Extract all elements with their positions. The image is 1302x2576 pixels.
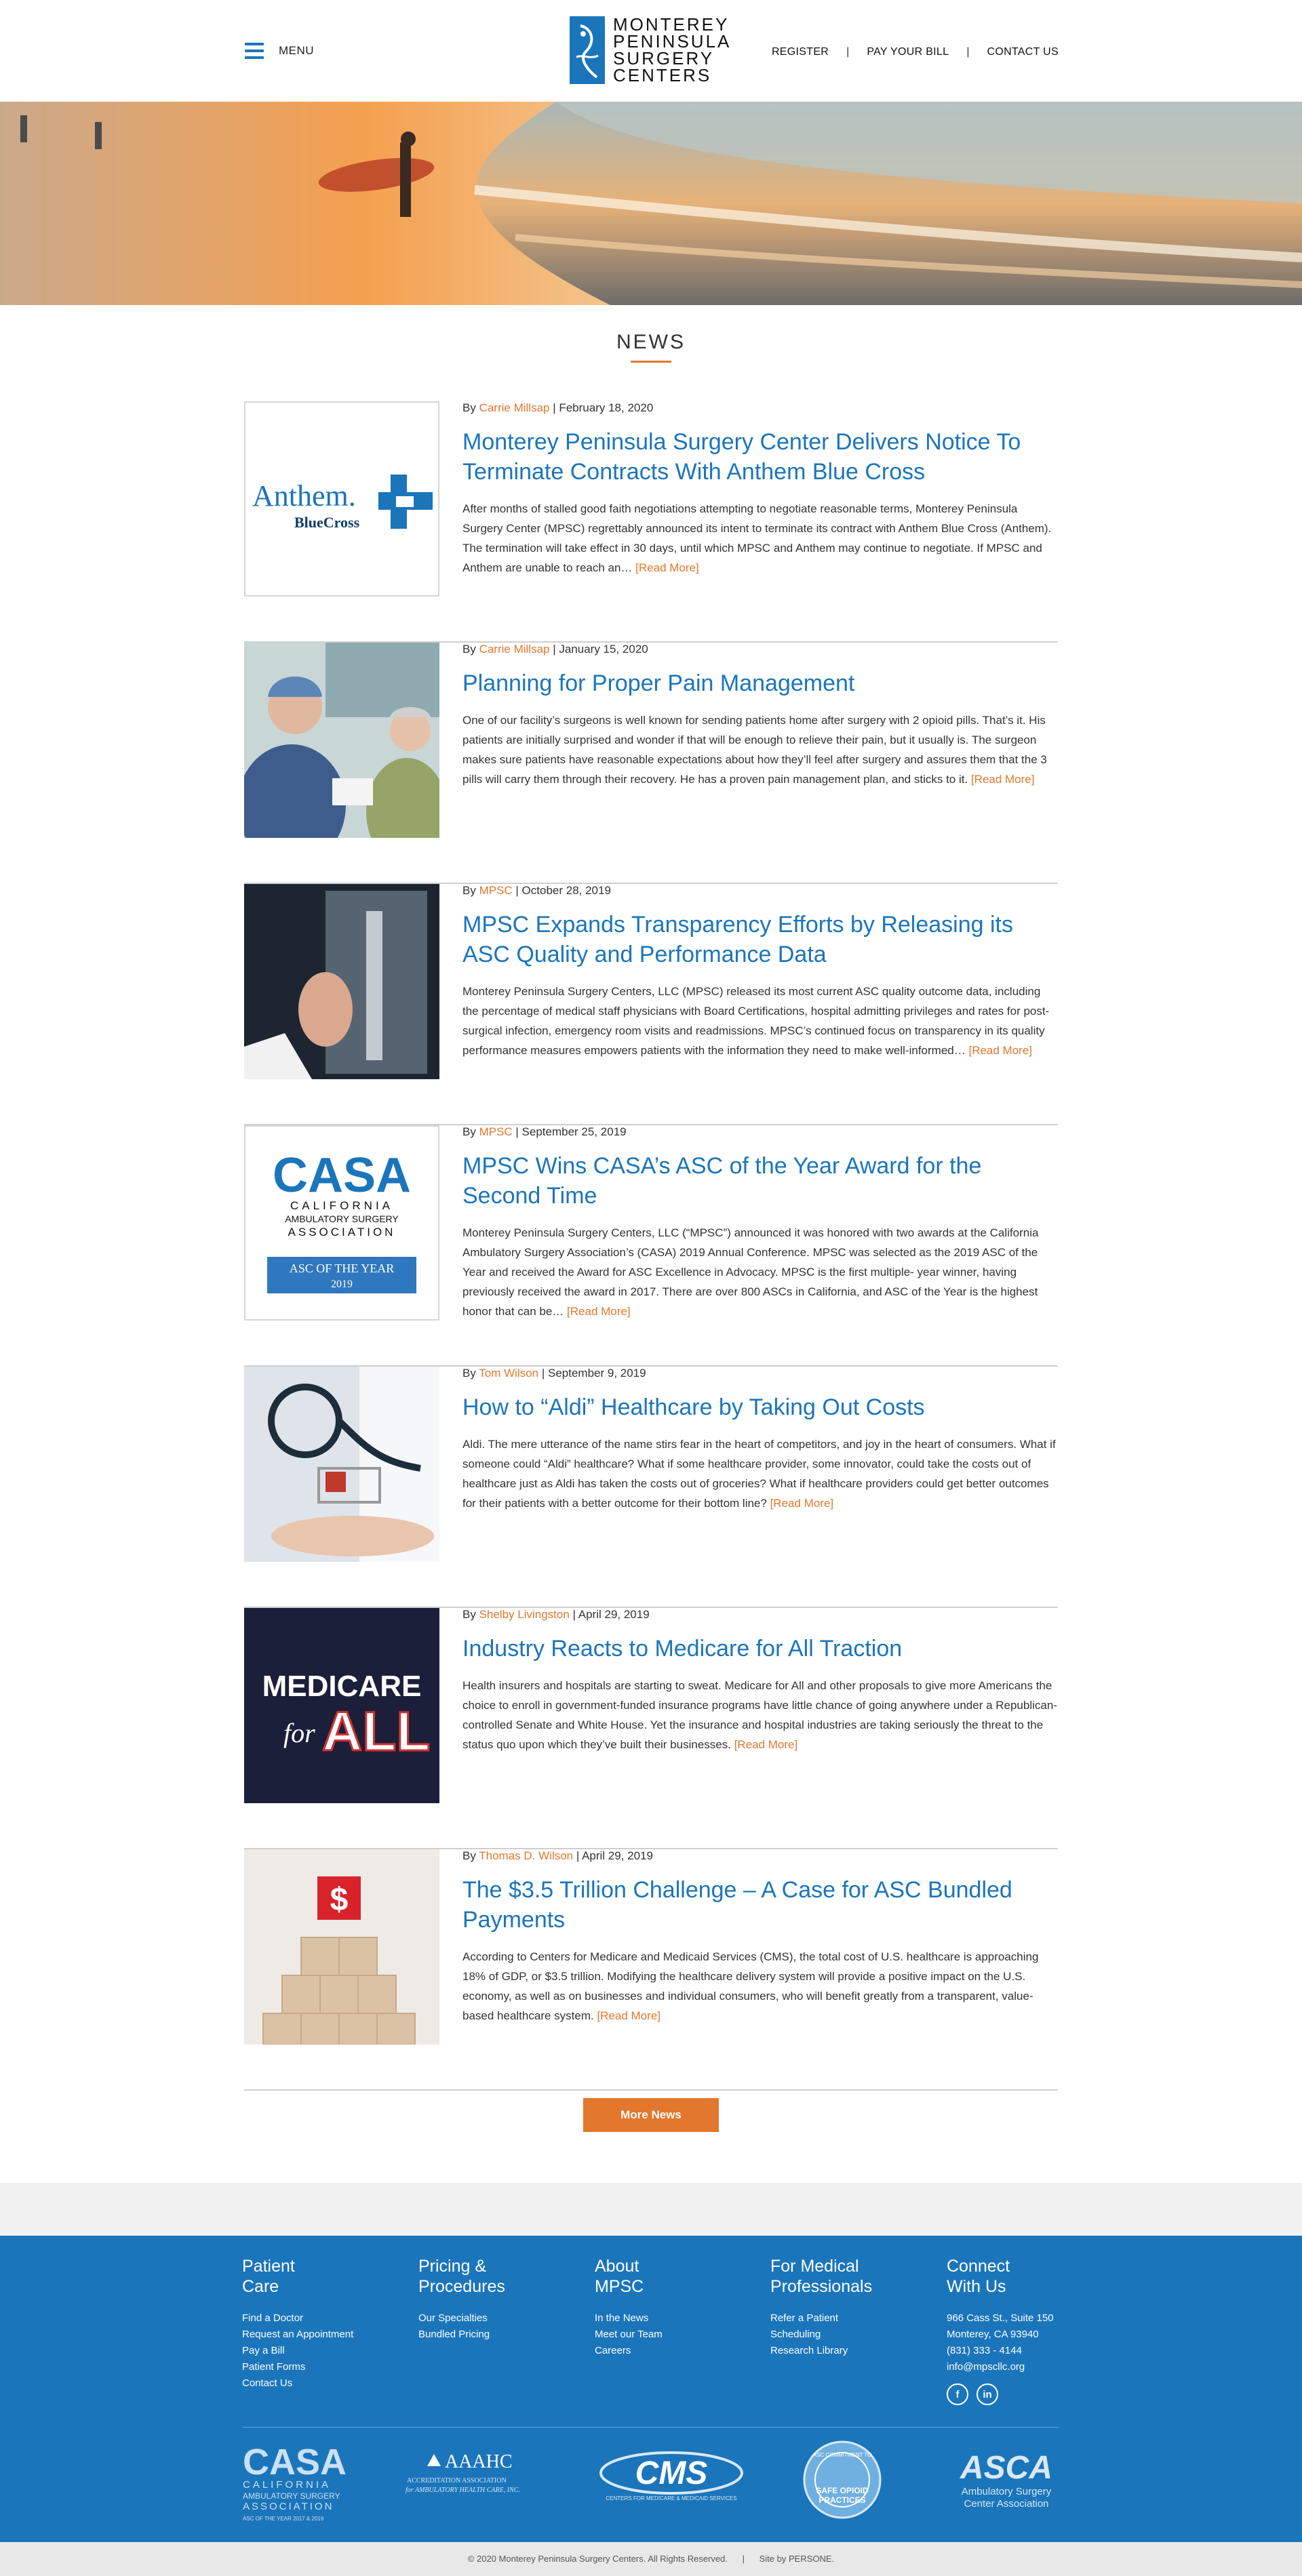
article-title[interactable]: The $3.5 Trillion Challenge – A Case for ASC Bundled Payments bbox=[462, 1877, 1012, 1933]
linkedin-icon[interactable]: in bbox=[976, 2383, 998, 2405]
top-nav bbox=[772, 46, 1059, 58]
footer-link[interactable]: Find a Doctor bbox=[242, 2312, 304, 2324]
title-line: Connect bbox=[947, 2257, 1010, 2276]
footer-link[interactable]: In the News bbox=[595, 2312, 649, 2324]
dollar-icon: $ bbox=[330, 1882, 349, 1918]
footer-col-title bbox=[947, 2256, 1096, 2297]
footer-link[interactable]: Research Library bbox=[770, 2345, 848, 2356]
article-thumbnail[interactable] bbox=[244, 643, 439, 838]
article-date: | September 25, 2019 bbox=[512, 1125, 627, 1138]
article-date: | October 28, 2019 bbox=[512, 884, 611, 897]
footer-email[interactable]: info@mpscllc.org bbox=[947, 2361, 1025, 2373]
title-underline bbox=[631, 361, 671, 363]
footer-col-connect bbox=[947, 2256, 1096, 2375]
asca-sub: Ambulatory Surgery bbox=[961, 2486, 1052, 2497]
footer-col-title bbox=[418, 2256, 568, 2297]
article-excerpt bbox=[462, 1676, 1058, 1754]
aaahc-wordmark: AAAHC bbox=[445, 2451, 513, 2472]
article-excerpt bbox=[462, 1223, 1058, 1321]
seal-text: ASC COMMITMENT TO bbox=[812, 2452, 872, 2458]
footer-spacer bbox=[0, 2183, 1302, 2236]
footer-phone[interactable]: (831) 333 - 4144 bbox=[947, 2345, 1022, 2356]
logo-line: SURGERY bbox=[613, 48, 715, 68]
article-title[interactable]: Planning for Proper Pain Management bbox=[462, 670, 855, 696]
excerpt-text: Health insurers and hospitals are starting to sweat. Medicare for All and other proposals to give more Americans the choice to enroll in government-funded insurance programs have little chance of going anywhere under a Republican-controlled Senate and White House. Yet the insurance and hospital industries are taking seriously the threat to the status quo upon which they’ve built their businesses. bbox=[462, 1679, 1057, 1751]
title-line: Procedures bbox=[418, 2277, 505, 2296]
footer-link[interactable]: Scheduling bbox=[770, 2329, 821, 2340]
author-link[interactable]: Carrie Millsap bbox=[479, 401, 550, 414]
copyright-text: © 2020 Monterey Peninsula Surgery Centers. All Rights Reserved. bbox=[467, 2554, 728, 2564]
logo-text bbox=[613, 16, 731, 84]
footer-link[interactable]: Careers bbox=[595, 2345, 631, 2356]
for-text: for bbox=[283, 1718, 315, 1748]
news-article bbox=[244, 643, 1058, 884]
by-label: By bbox=[462, 884, 479, 897]
article-meta bbox=[462, 884, 611, 898]
asca-sub: Center Association bbox=[964, 2498, 1049, 2510]
read-more-link[interactable]: [Read More] bbox=[567, 1305, 631, 1318]
footer-link[interactable]: Meet our Team bbox=[595, 2329, 663, 2340]
read-more-link[interactable]: [Read More] bbox=[635, 561, 699, 574]
by-label: By bbox=[462, 1608, 479, 1621]
aaahc-sub: for AMBULATORY HEALTH CARE, INC. bbox=[406, 2487, 520, 2494]
article-excerpt bbox=[462, 982, 1058, 1060]
author-link[interactable]: Thomas D. Wilson bbox=[479, 1849, 574, 1862]
logo-line: MONTEREY bbox=[613, 14, 730, 35]
copyright-bar bbox=[0, 2542, 1302, 2576]
by-label: By bbox=[462, 1367, 479, 1380]
footer-col-pricing bbox=[418, 2256, 568, 2343]
asca-logo bbox=[960, 2450, 1052, 2510]
cms-wordmark: CMS bbox=[635, 2455, 708, 2491]
footer-separator: | bbox=[742, 2554, 745, 2564]
asca-wordmark: ASCA bbox=[960, 2450, 1053, 2486]
article-title[interactable]: MPSC Expands Transparency Efforts by Releasing its ASC Quality and Performance Data bbox=[462, 912, 1013, 967]
anthem-logo-text: Anthem. bbox=[252, 479, 356, 512]
footer-address: 966 Cass St., Suite 150 bbox=[947, 2312, 1054, 2324]
casa-sub: AMBULATORY SURGERY bbox=[243, 2491, 340, 2501]
read-more-link[interactable]: [Read More] bbox=[968, 1044, 1033, 1057]
excerpt-text: According to Centers for Medicare and Medicaid Services (CMS), the total cost of U.S. healthcare is approaching 18% of GDP, or $3.5 trillion. Modifying the healthcare delivery system will provide a positive impact on the U.S. economy, as well as on businesses and individual consumers, who will benefit greatly from a transparent, value-based healthcare system. bbox=[462, 1950, 1039, 2022]
article-excerpt bbox=[462, 710, 1058, 789]
casa-subtext: AMBULATORY SURGERY bbox=[285, 1213, 399, 1224]
safe-opioid-seal bbox=[804, 2442, 880, 2518]
footer-link[interactable]: Bundled Pricing bbox=[418, 2329, 490, 2340]
blue-cross-icon bbox=[378, 475, 433, 529]
article-date: | April 29, 2019 bbox=[569, 1608, 650, 1621]
casa-logo-text: CASA bbox=[272, 1148, 412, 1203]
register-link[interactable]: REGISTER bbox=[771, 46, 829, 58]
news-article bbox=[244, 884, 1058, 1125]
footer-col-about bbox=[595, 2256, 744, 2359]
excerpt-text: After months of stalled good faith negotiations attempting to negotiate reasonable terms, Monterey Peninsula Surgery Center (MPSC) regrettably announced its intent to terminate its contract with Anthem Blue Cross (Anthem). The termination will take effect in 30 days, until which MPSC and Anthem may continue to negotiate. If MPSC and Anthem are unable to reach an… bbox=[462, 502, 1052, 574]
article-date: | April 29, 2019 bbox=[573, 1849, 653, 1862]
footer-col-title bbox=[770, 2256, 920, 2297]
excerpt-text: Monterey Peninsula Surgery Centers, LLC (MPSC) released its most current ASC quality outcome data, including the percentage of medical staff physicians with Board Certifications, hospital admitting privileges and rates for post-surgical infection, emergency room visits and readmissions. MPSC’s continued focus on transparency in its quality performance measures empowers patients with the information they need to make well-informed… bbox=[462, 985, 1050, 1057]
author-link[interactable]: Carrie Millsap bbox=[479, 643, 550, 656]
title-line: Patient bbox=[242, 2257, 295, 2276]
article-excerpt bbox=[462, 1434, 1058, 1513]
by-label: By bbox=[462, 643, 479, 656]
author-link[interactable]: Tom Wilson bbox=[479, 1367, 539, 1380]
casa-sub: CALIFORNIA bbox=[243, 2479, 332, 2491]
news-article bbox=[244, 401, 1058, 643]
seal-text: SAFE OPIOID bbox=[816, 2486, 869, 2495]
casa-sub: ASSOCIATION bbox=[243, 2501, 334, 2512]
footer-link[interactable]: Patient Forms bbox=[242, 2361, 306, 2373]
menu-button[interactable] bbox=[245, 43, 314, 59]
casa-subtext: CALIFORNIA bbox=[290, 1199, 394, 1212]
news-article bbox=[244, 1125, 1058, 1367]
all-text: ALL bbox=[322, 1701, 431, 1763]
by-label: By bbox=[462, 401, 479, 414]
excerpt-text: Monterey Peninsula Surgery Centers, LLC (“MPSC”) announced it was honored with two awards at the California Ambulatory Surgery Association’s (CASA) 2019 Annual Conference. MPSC was selected as the 2019 ASC of the Year and received the Award for ASC Excellence in Advocacy. MPSC is the first multiple- year winner, having previously received the award in 2017. There are over 800 ASCs in California, and ASC of the Year is the highest honor that can be… bbox=[462, 1226, 1039, 1318]
article-date: | September 9, 2019 bbox=[538, 1367, 646, 1380]
casa-wordmark: CASA bbox=[243, 2442, 347, 2482]
footer-divider bbox=[243, 2427, 1059, 2428]
award-text: ASC OF THE YEAR bbox=[289, 1262, 395, 1275]
footer-col-title bbox=[242, 2256, 391, 2297]
by-label: By bbox=[462, 1849, 479, 1862]
site-credit-link[interactable]: Site by PERSONE. bbox=[759, 2554, 835, 2564]
author-link[interactable]: MPSC bbox=[479, 884, 513, 897]
article-meta bbox=[462, 1849, 653, 1863]
contact-link[interactable]: CONTACT US bbox=[987, 46, 1059, 58]
author-link[interactable]: Shelby Livingston bbox=[479, 1608, 570, 1621]
read-more-link[interactable]: [Read More] bbox=[597, 2009, 660, 2022]
article-title[interactable]: Industry Reacts to Medicare for All Traction bbox=[462, 1636, 903, 1662]
hamburger-icon bbox=[245, 43, 264, 59]
article-title[interactable]: How to “Aldi” Healthcare by Taking Out Costs bbox=[462, 1394, 925, 1420]
aaahc-logo bbox=[406, 2451, 520, 2494]
pay-bill-link[interactable]: PAY YOUR BILL bbox=[867, 46, 949, 58]
footer-col-title bbox=[595, 2256, 744, 2297]
article-thumbnail[interactable] bbox=[244, 1608, 439, 1803]
title-line: MPSC bbox=[595, 2277, 644, 2296]
article-title[interactable]: Monterey Peninsula Surgery Center Delivers Notice To Terminate Contracts With Anthem Blue Cross bbox=[462, 429, 1021, 485]
bluecross-logo-text: BlueCross bbox=[294, 514, 360, 531]
title-line: Professionals bbox=[770, 2277, 873, 2296]
site-footer bbox=[0, 2236, 1302, 2542]
logo-mark-icon bbox=[570, 16, 605, 84]
footer-link[interactable]: Pay a Bill bbox=[242, 2345, 285, 2356]
article-excerpt bbox=[462, 1947, 1058, 2026]
article-thumbnail[interactable] bbox=[244, 1125, 439, 1321]
title-line: Pricing & bbox=[418, 2257, 487, 2276]
facebook-icon[interactable]: f bbox=[947, 2383, 968, 2405]
site-header bbox=[0, 0, 1302, 102]
footer-address: Monterey, CA 93940 bbox=[947, 2329, 1039, 2340]
more-news-button[interactable]: More News bbox=[583, 2098, 719, 2132]
article-thumbnail[interactable] bbox=[244, 1849, 439, 2045]
article-meta bbox=[462, 1367, 646, 1380]
page-title: NEWS bbox=[616, 331, 686, 353]
logo-line: PENINSULA bbox=[613, 31, 732, 52]
menu-label: MENU bbox=[279, 44, 315, 57]
title-line: For Medical bbox=[770, 2257, 859, 2276]
excerpt-text: Aldi. The mere utterance of the name stirs fear in the heart of competitors, and joy in the heart of consumers. What if someone could “Aldi” healthcare? What if some healthcare provider, some innovator, could take the costs out of healthcare just as Aldi has taken the costs out of groceries? What if healthcare providers could get better outcomes for their patients with a better outcome for their bottom line? bbox=[462, 1438, 1056, 1510]
casa-footer-logo bbox=[243, 2442, 347, 2522]
cms-logo bbox=[601, 2453, 742, 2501]
logo-line: CENTERS bbox=[613, 65, 712, 85]
footer-link[interactable]: Our Specialties bbox=[418, 2312, 488, 2324]
news-article bbox=[244, 1849, 1058, 2091]
by-label: By bbox=[462, 1125, 479, 1138]
article-thumbnail[interactable] bbox=[244, 401, 439, 597]
read-more-link[interactable]: [Read More] bbox=[770, 1497, 834, 1510]
nav-separator: | bbox=[966, 46, 970, 58]
article-date: | January 15, 2020 bbox=[549, 643, 648, 656]
footer-col-professionals bbox=[770, 2256, 920, 2359]
footer-link[interactable]: Contact Us bbox=[242, 2377, 293, 2389]
title-line: Care bbox=[242, 2277, 279, 2296]
article-meta bbox=[462, 1125, 627, 1139]
footer-link[interactable]: Request an Appointment bbox=[242, 2329, 354, 2340]
aaahc-sub: ACCREDITATION ASSOCIATION bbox=[407, 2477, 507, 2484]
read-more-link[interactable]: [Read More] bbox=[970, 773, 1035, 786]
social-links bbox=[947, 2383, 998, 2405]
casa-subtext: ASSOCIATION bbox=[288, 1226, 396, 1239]
accreditation-logos bbox=[0, 2439, 1302, 2527]
news-article bbox=[244, 1608, 1058, 1849]
article-thumbnail[interactable] bbox=[244, 1367, 439, 1562]
title-line: About bbox=[595, 2257, 639, 2276]
award-year: 2019 bbox=[331, 1279, 353, 1290]
article-meta bbox=[462, 401, 653, 415]
article-meta bbox=[462, 1608, 650, 1622]
article-excerpt bbox=[462, 499, 1058, 578]
site-logo[interactable] bbox=[570, 16, 731, 84]
nav-separator: | bbox=[846, 46, 850, 58]
excerpt-text: One of our facility’s surgeons is well known for sending patients home after surgery with 2 opioid pills. That’s it. His patients are initially surprised and wonder if that will be enough to relieve their pain, but it usually is. The surgeon makes sure patients have reasonable expectations about how they’ll feel after surgery and assures them that the 3 pills will carry them through their recovery. He has a proven pain management plan, and sticks to it. bbox=[462, 714, 1047, 786]
news-article bbox=[244, 1367, 1058, 1608]
hero-image bbox=[0, 102, 1302, 305]
cms-sub: CENTERS FOR MEDICARE & MEDICAID SERVICES bbox=[606, 2495, 737, 2501]
medicare-text: MEDICARE bbox=[262, 1670, 422, 1703]
article-meta bbox=[462, 643, 648, 656]
article-thumbnail[interactable] bbox=[244, 884, 439, 1079]
footer-link[interactable]: Refer a Patient bbox=[770, 2312, 839, 2324]
footer-col-patient-care bbox=[242, 2256, 391, 2392]
title-line: With Us bbox=[947, 2277, 1006, 2296]
read-more-link[interactable]: [Read More] bbox=[734, 1738, 798, 1751]
article-date: | February 18, 2020 bbox=[549, 401, 654, 414]
article-title[interactable]: MPSC Wins CASA’s ASC of the Year Award for the Second Time bbox=[462, 1153, 982, 1209]
casa-sub: ASC OF THE YEAR 2017 & 2019 bbox=[243, 2516, 324, 2522]
author-link[interactable]: MPSC bbox=[479, 1125, 513, 1138]
seal-text: PRACTICES bbox=[818, 2495, 866, 2505]
